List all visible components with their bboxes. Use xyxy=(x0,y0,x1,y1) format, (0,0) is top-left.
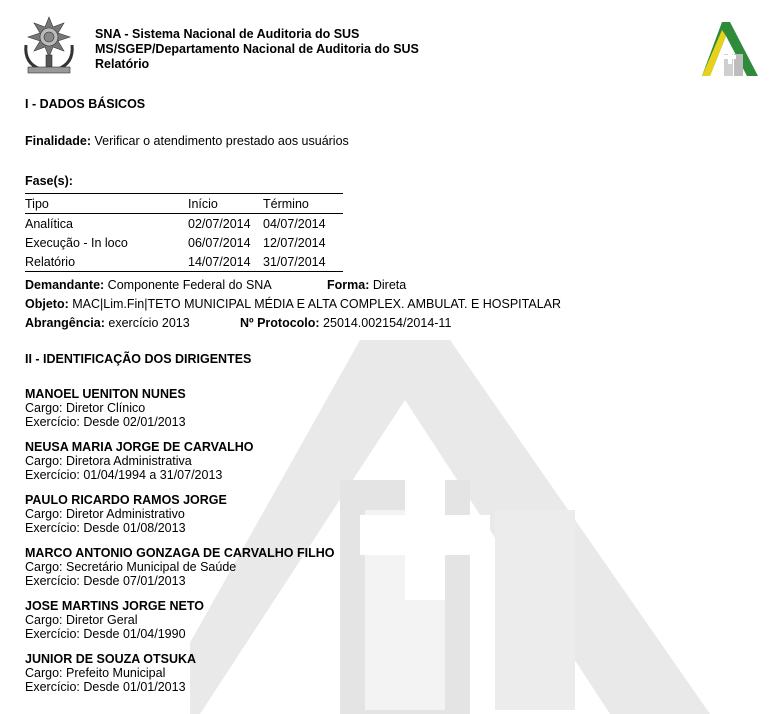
table-row xyxy=(25,252,343,272)
section-title-basic-data: I - DADOS BÁSICOS xyxy=(25,97,146,111)
list-item xyxy=(25,440,254,482)
phase-start: 06/07/2014 xyxy=(188,235,251,250)
table-row xyxy=(25,214,343,234)
protocolo-value: 25014.002154/2014-11 xyxy=(323,316,452,330)
phase-start: 14/07/2014 xyxy=(188,254,251,269)
director-term: Exercício: Desde 07/01/2013 xyxy=(25,574,186,588)
finalidade-row xyxy=(25,134,349,148)
phase-type: Relatório xyxy=(25,254,76,269)
forma-label: Forma: xyxy=(327,278,370,292)
phase-type: Execução - In loco xyxy=(25,235,128,250)
list-item xyxy=(25,546,335,588)
objeto-row xyxy=(25,297,561,311)
header-document-type: Relatório xyxy=(95,57,150,71)
brazil-coat-of-arms-icon xyxy=(20,15,78,77)
forma-value: Direta xyxy=(372,278,407,292)
phases-header-row xyxy=(25,194,343,214)
header-department: MS/SGEP/Departamento Nacional de Auditoria do SUS xyxy=(95,42,419,56)
director-name: NEUSA MARIA JORGE DE CARVALHO xyxy=(25,440,254,454)
abrangencia-row xyxy=(25,316,190,330)
abrangencia-value: exercício 2013 xyxy=(108,316,190,330)
demandante-row xyxy=(25,278,272,292)
director-name: MANOEL UENITON NUNES xyxy=(25,387,186,401)
demandante-label: Demandante: xyxy=(25,278,105,292)
phases-table xyxy=(25,193,343,272)
phase-end: 31/07/2014 xyxy=(263,254,326,269)
director-term: Exercício: Desde 01/01/2013 xyxy=(25,680,186,694)
sna-watermark-icon xyxy=(190,340,710,714)
director-role: Cargo: Diretor Geral xyxy=(25,613,138,627)
director-name: JUNIOR DE SOUZA OTSUKA xyxy=(25,652,197,666)
list-item xyxy=(25,652,196,694)
phases-label: Fase(s): xyxy=(25,174,73,188)
director-term: Exercício: Desde 01/08/2013 xyxy=(25,521,186,535)
finalidade-label: Finalidade: xyxy=(25,134,91,148)
section-title-directors: II - IDENTIFICAÇÃO DOS DIRIGENTES xyxy=(25,352,252,366)
objeto-label: Objeto: xyxy=(25,297,69,311)
phases-header-end: Término xyxy=(263,196,309,211)
phase-type: Analítica xyxy=(25,216,73,231)
director-term: Exercício: Desde 01/04/1990 xyxy=(25,627,186,641)
director-term: Exercício: Desde 02/01/2013 xyxy=(25,415,186,429)
director-term: Exercício: 01/04/1994 a 31/07/2013 xyxy=(25,468,223,482)
forma-row xyxy=(327,278,406,292)
director-role: Cargo: Diretor Administrativo xyxy=(25,507,185,521)
director-role: Cargo: Prefeito Municipal xyxy=(25,666,166,680)
phases-header-start: Início xyxy=(188,196,218,211)
phase-end: 04/07/2014 xyxy=(263,216,326,231)
list-item xyxy=(25,493,227,535)
director-role: Cargo: Diretor Clínico xyxy=(25,401,146,415)
protocolo-row xyxy=(240,316,451,330)
protocolo-label: Nº Protocolo: xyxy=(240,316,320,330)
objeto-value: MAC|Lim.Fin|TETO MUNICIPAL MÉDIA E ALTA COMPLEX. AMBULAT. E HOSPITALAR xyxy=(72,297,562,311)
demandante-value: Componente Federal do SNA xyxy=(107,278,272,292)
table-row xyxy=(25,233,343,252)
sna-logo-icon xyxy=(700,20,760,78)
director-name: PAULO RICARDO RAMOS JORGE xyxy=(25,493,227,507)
director-role: Cargo: Diretora Administrativa xyxy=(25,454,192,468)
abrangencia-label: Abrangência: xyxy=(25,316,105,330)
director-name: JOSE MARTINS JORGE NETO xyxy=(25,599,204,613)
phases-header-type: Tipo xyxy=(25,196,49,211)
list-item xyxy=(25,599,204,641)
director-name: MARCO ANTONIO GONZAGA DE CARVALHO FILHO xyxy=(25,546,335,560)
header-system-name: SNA - Sistema Nacional de Auditoria do SUS xyxy=(95,27,360,41)
finalidade-value: Verificar o atendimento prestado aos usuários xyxy=(94,134,349,148)
phase-end: 12/07/2014 xyxy=(263,235,326,250)
list-item xyxy=(25,387,186,429)
director-role: Cargo: Secretário Municipal de Saúde xyxy=(25,560,237,574)
phase-start: 02/07/2014 xyxy=(188,216,251,231)
